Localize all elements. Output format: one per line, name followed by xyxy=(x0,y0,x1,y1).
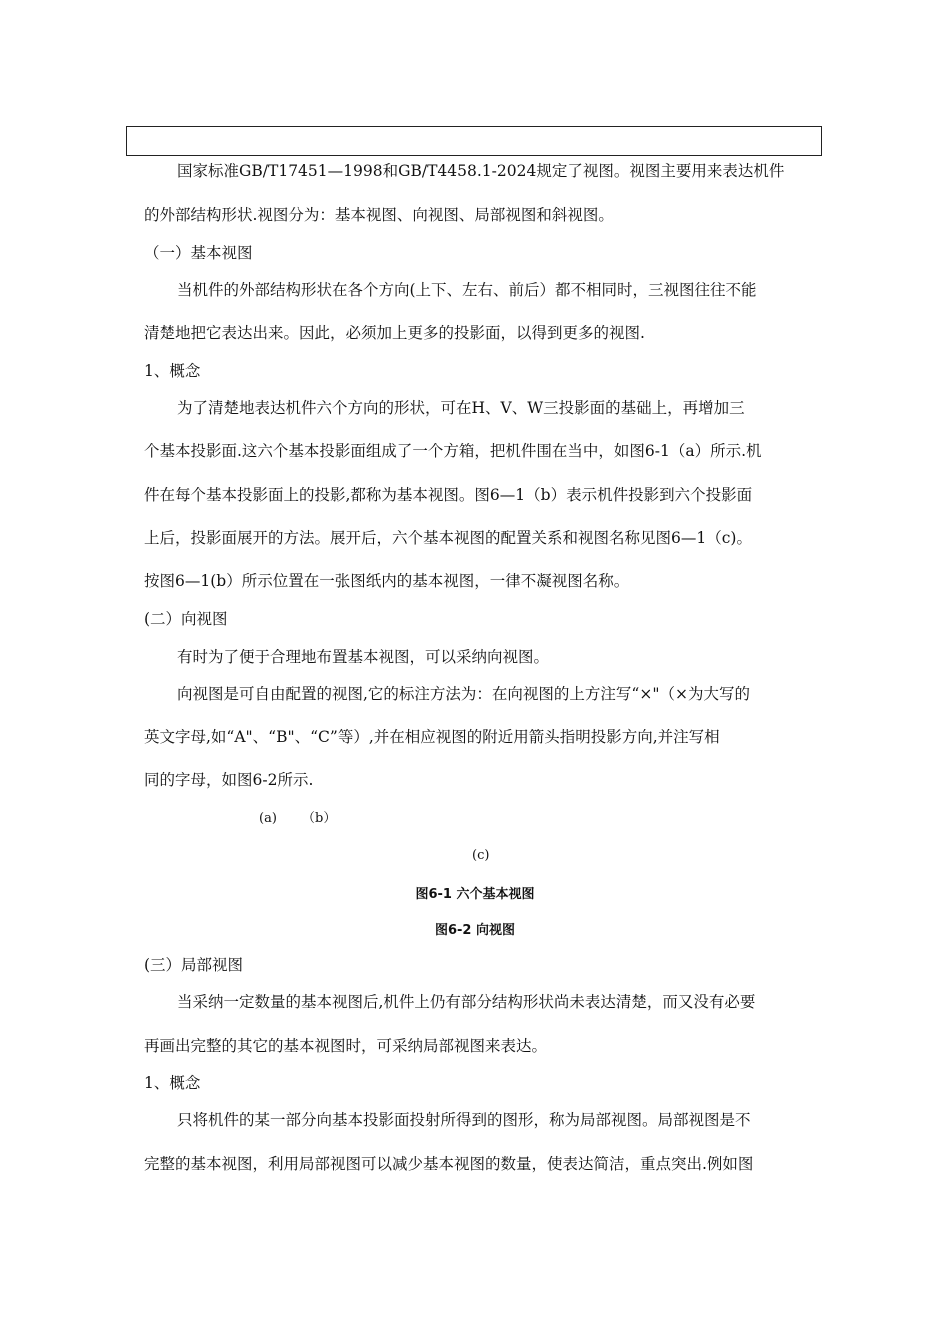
paragraph-line: 再画出完整的其它的基本视图时，可采纳局部视图来表达。 xyxy=(144,1037,548,1055)
paragraph-line: 只将机件的某一部分向基本投影面投射所得到的图形，称为局部视图。局部视图是不 xyxy=(177,1111,751,1129)
section-heading: (三）局部视图 xyxy=(144,956,244,974)
section-heading: （一）基本视图 xyxy=(144,244,253,262)
paragraph-line: 个基本投影面.这六个基本投影面组成了一个方箱，把机件围在当中，如图6-1（a）所示.机 xyxy=(144,442,762,460)
paragraph-line: 当采纳一定数量的基本视图后,机件上仍有部分结构形状尚未表达清楚，而又没有必要 xyxy=(177,993,756,1011)
paragraph-line: 为了清楚地表达机件六个方向的形状，可在H、V、W三投影面的基础上，再增加三 xyxy=(177,399,745,417)
paragraph-line: 国家标准GB/T17451—1998和GB/T4458.1-2024规定了视图。视图主要用来表达机件 xyxy=(177,162,785,180)
paragraph-line: 上后，投影面展开的方法。展开后，六个基本视图的配置关系和视图名称见图6—1（c)。 xyxy=(144,529,752,547)
paragraph-line: 按图6—1(b）所示位置在一张图纸内的基本视图，一律不凝视图名称。 xyxy=(144,572,630,590)
paragraph-line: 清楚地把它表达出来。因此，必须加上更多的投影面，以得到更多的视图. xyxy=(144,324,645,342)
header-box xyxy=(126,126,822,156)
paragraph-line: 件在每个基本投影面上的投影,都称为基本视图。图6—1（b）表示机件投影到六个投影面 xyxy=(144,486,753,504)
paragraph-line: 英文字母,如“A"、“B"、“C”等）,并在相应视图的附近用箭头指明投影方向,并注写相 xyxy=(144,728,720,746)
figure-caption: 图6-2 向视图 xyxy=(434,923,515,938)
section-heading: (二）向视图 xyxy=(144,610,228,628)
paragraph-line: 有时为了便于合理地布置基本视图，可以采纳向视图。 xyxy=(177,648,550,666)
paragraph-line: 的外部结构形状.视图分为：基本视图、向视图、局部视图和斜视图。 xyxy=(144,206,614,224)
subsection-heading: 1、概念 xyxy=(144,1074,201,1092)
figure-label-c: (c) xyxy=(472,848,490,863)
paragraph-line: 当机件的外部结构形状在各个方向(上下、左右、前后）都不相同时，三视图往往不能 xyxy=(177,281,757,299)
figure-caption: 图6-1 六个基本视图 xyxy=(415,887,535,902)
figure-label-b: （b） xyxy=(302,811,337,826)
paragraph-line: 完整的基本视图，利用局部视图可以减少基本视图的数量，使表达简洁，重点突出.例如图 xyxy=(144,1155,754,1173)
paragraph-line: 向视图是可自由配置的视图,它的标注方法为：在向视图的上方注写“×"（×为大写的 xyxy=(177,685,750,703)
subsection-heading: 1、概念 xyxy=(144,362,201,380)
figure-label-a: (a) xyxy=(259,811,277,826)
paragraph-line: 同的字母，如图6-2所示. xyxy=(144,771,314,789)
